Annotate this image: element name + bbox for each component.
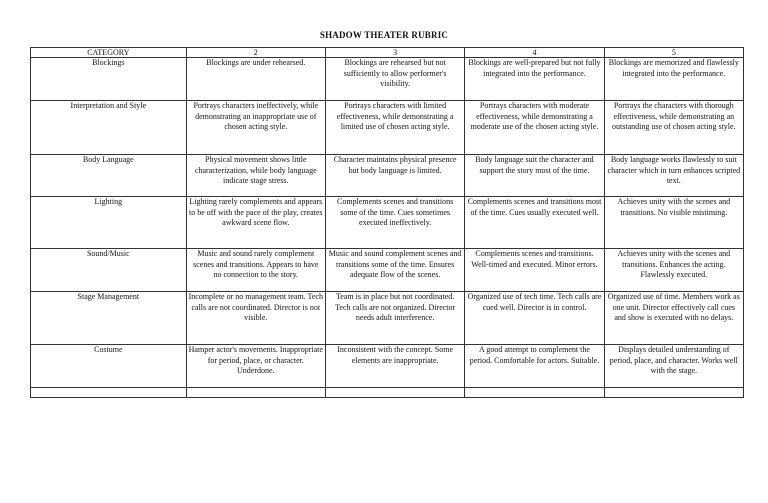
criteria-cell: Displays detailed understanding of period, place, and character. Works well with the stage. <box>604 345 743 388</box>
table-row <box>31 345 744 388</box>
criteria-cell: Organized use of time. Members work as one unit. Director effectively call cues and show is executed with no delays. <box>604 292 743 345</box>
criteria-cell: Achieves unity with the scenes and transitions. No visible mistiming. <box>604 197 743 249</box>
rubric-table <box>30 47 744 398</box>
category-cell: Blockings <box>31 58 187 101</box>
criteria-cell: Incomplete or no management team. Tech calls are not coordinated. Director is not visible. <box>186 292 325 345</box>
criteria-cell: Portrays characters ineffectively, while demonstrating an inappropriate use of chosen acting style. <box>186 101 325 155</box>
criteria-cell: Portrays the characters with thorough effectiveness, while demonstrating an outstanding use of chosen acting style. <box>604 101 743 155</box>
category-cell: Costume <box>31 345 187 388</box>
category-cell: Lighting <box>31 197 187 249</box>
table-row <box>31 197 744 249</box>
criteria-cell: Achieves unity with the scenes and transitions. Enhances the acting. Flawlessly executed. <box>604 249 743 292</box>
criteria-cell: Body language works flawlessly to suit character which in turn enhances scripted text. <box>604 155 743 197</box>
criteria-cell: Hamper actor's movements. Inappropriate for period, place, or character. Underdone. <box>186 345 325 388</box>
category-cell: Body Language <box>31 155 187 197</box>
criteria-cell: Portrays characters with moderate effectiveness, while demonstrating a moderate use of the chosen acting style. <box>465 101 604 155</box>
criteria-cell: Inconsistent with the concept. Some elements are inappropriate. <box>325 345 464 388</box>
criteria-cell: Team is in place but not coordinated. Tech calls are not organized. Director needs adult interference. <box>325 292 464 345</box>
criteria-cell: Blockings are under rehearsed. <box>186 58 325 101</box>
category-cell: Interpretation and Style <box>31 101 187 155</box>
header-score-3: 3 <box>325 48 464 58</box>
table-row <box>31 155 744 197</box>
criteria-cell: Complements scenes and transitions. Well-timed and executed. Minor errors. <box>465 249 604 292</box>
criteria-cell: Complements scenes and transitions most of the time. Cues usually executed well. <box>465 197 604 249</box>
empty-cell <box>325 388 464 398</box>
table-row <box>31 249 744 292</box>
table-row <box>31 58 744 101</box>
document-title: SHADOW THEATER RUBRIC <box>319 30 449 40</box>
criteria-cell: Lighting rarely complements and appears to be off with the pace of the play, creates awkward scene flow. <box>186 197 325 249</box>
header-score-4: 4 <box>465 48 604 58</box>
criteria-cell: Complements scenes and transitions some of the time. Cues sometimes executed ineffectively. <box>325 197 464 249</box>
criteria-cell: Music and sound complement scenes and transitions some of the time. Ensures adequate flow of the scenes. <box>325 249 464 292</box>
criteria-cell: Character maintains physical presence but body language is limited. <box>325 155 464 197</box>
criteria-cell: Music and sound rarely complement scenes and transitions. Appears to have no connection to the story. <box>186 249 325 292</box>
empty-cell <box>604 388 743 398</box>
criteria-cell: Organized use of tech time. Tech calls are cued well. Director is in control. <box>465 292 604 345</box>
header-score-5: 5 <box>604 48 743 58</box>
category-cell: Sound/Music <box>31 249 187 292</box>
criteria-cell: Blockings are well-prepared but not fully integrated into the performance. <box>465 58 604 101</box>
empty-cell <box>31 388 187 398</box>
criteria-cell: Physical movement shows little characterization, while body language indicate stage stress. <box>186 155 325 197</box>
header-category: CATEGORY <box>31 48 187 58</box>
criteria-cell: Blockings are memorized and flawlessly integrated into the performance. <box>604 58 743 101</box>
table-row <box>31 101 744 155</box>
header-score-2: 2 <box>186 48 325 58</box>
criteria-cell: Body language suit the character and support the story most of the time. <box>465 155 604 197</box>
criteria-cell: Blockings are rehearsed but not sufficiently to allow performer's visibility. <box>325 58 464 101</box>
empty-cell <box>186 388 325 398</box>
criteria-cell: Portrays characters with limited effectiveness, while demonstrating a limited use of chosen acting style. <box>325 101 464 155</box>
criteria-cell: A good attempt to complement the period. Comfortable for actors. Suitable. <box>465 345 604 388</box>
category-cell: Stage Management <box>31 292 187 345</box>
empty-row <box>31 388 744 398</box>
header-row <box>31 48 744 58</box>
table-row <box>31 292 744 345</box>
empty-cell <box>465 388 604 398</box>
